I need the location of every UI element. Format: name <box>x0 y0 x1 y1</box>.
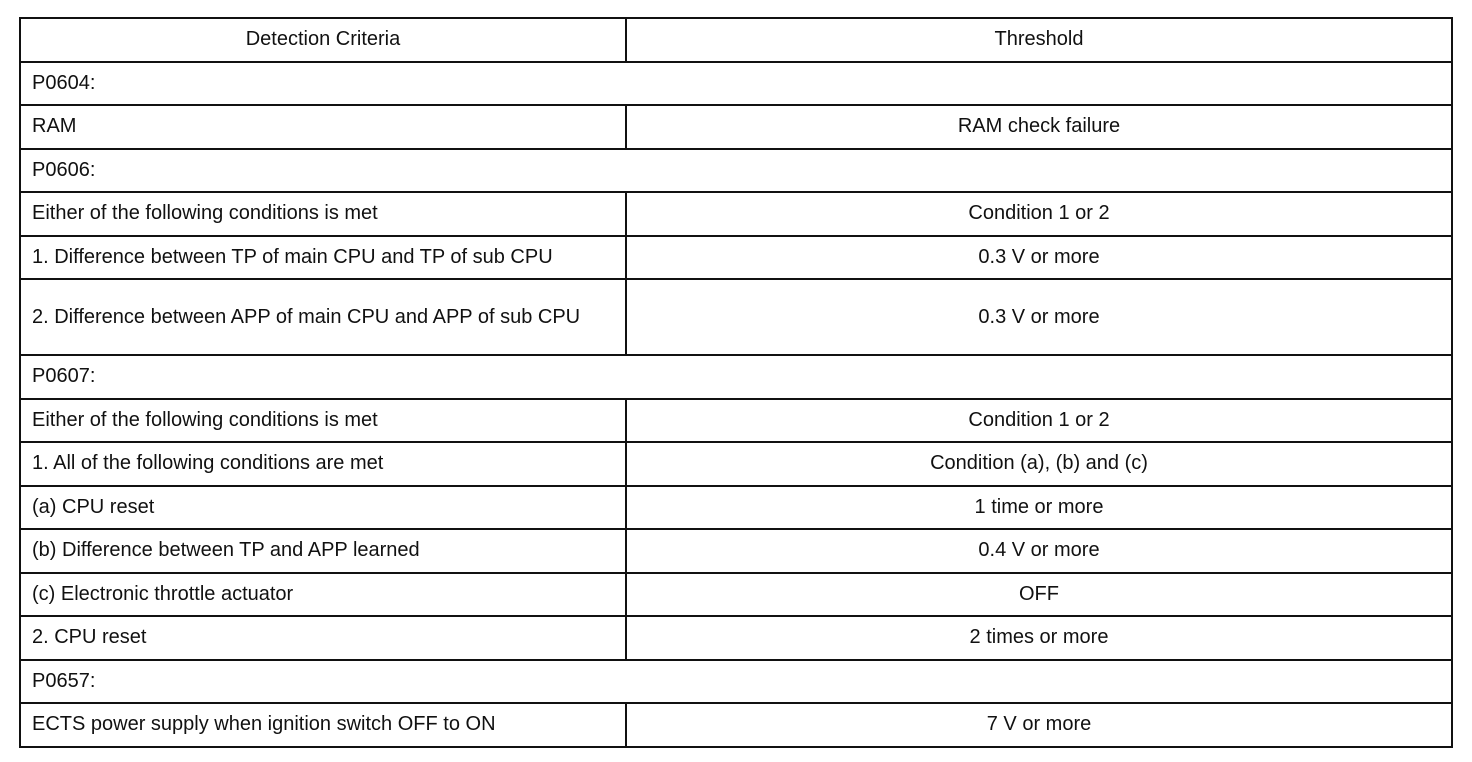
criteria-cell: ECTS power supply when ignition switch OFF to ON <box>20 703 626 747</box>
threshold-cell: 0.4 V or more <box>626 529 1452 573</box>
threshold-cell: Condition 1 or 2 <box>626 399 1452 443</box>
criteria-cell: Either of the following conditions is met <box>20 192 626 236</box>
table-row <box>20 573 1452 617</box>
criteria-cell: 1. Difference between TP of main CPU and TP of sub CPU <box>20 236 626 280</box>
section-row-p0606 <box>20 149 1452 193</box>
section-row-p0607 <box>20 355 1452 399</box>
table-row <box>20 279 1452 355</box>
table-row <box>20 486 1452 530</box>
table-row <box>20 192 1452 236</box>
dtc-code-p0604: P0604: <box>20 62 1452 106</box>
criteria-cell: 2. Difference between APP of main CPU and APP of sub CPU <box>20 279 626 355</box>
detection-criteria-table <box>19 17 1453 748</box>
header-row <box>20 18 1452 62</box>
threshold-cell: 0.3 V or more <box>626 236 1452 280</box>
section-row-p0604 <box>20 62 1452 106</box>
threshold-cell: 1 time or more <box>626 486 1452 530</box>
threshold-cell: 0.3 V or more <box>626 279 1452 355</box>
dtc-code-p0607: P0607: <box>20 355 1452 399</box>
criteria-cell: RAM <box>20 105 626 149</box>
table-row <box>20 105 1452 149</box>
table-row <box>20 236 1452 280</box>
criteria-cell: (a) CPU reset <box>20 486 626 530</box>
criteria-cell: 1. All of the following conditions are met <box>20 442 626 486</box>
dtc-code-p0606: P0606: <box>20 149 1452 193</box>
threshold-cell: 2 times or more <box>626 616 1452 660</box>
threshold-cell: 7 V or more <box>626 703 1452 747</box>
header-threshold: Threshold <box>626 18 1452 62</box>
header-detection-criteria: Detection Criteria <box>20 18 626 62</box>
table-row <box>20 703 1452 747</box>
table-row <box>20 616 1452 660</box>
table-row <box>20 442 1452 486</box>
threshold-cell: RAM check failure <box>626 105 1452 149</box>
criteria-cell: (b) Difference between TP and APP learned <box>20 529 626 573</box>
dtc-code-p0657: P0657: <box>20 660 1452 704</box>
table-row <box>20 529 1452 573</box>
criteria-cell: (c) Electronic throttle actuator <box>20 573 626 617</box>
section-row-p0657 <box>20 660 1452 704</box>
criteria-cell: 2. CPU reset <box>20 616 626 660</box>
table-row <box>20 399 1452 443</box>
criteria-cell: Either of the following conditions is met <box>20 399 626 443</box>
threshold-cell: Condition (a), (b) and (c) <box>626 442 1452 486</box>
threshold-cell: Condition 1 or 2 <box>626 192 1452 236</box>
threshold-cell: OFF <box>626 573 1452 617</box>
